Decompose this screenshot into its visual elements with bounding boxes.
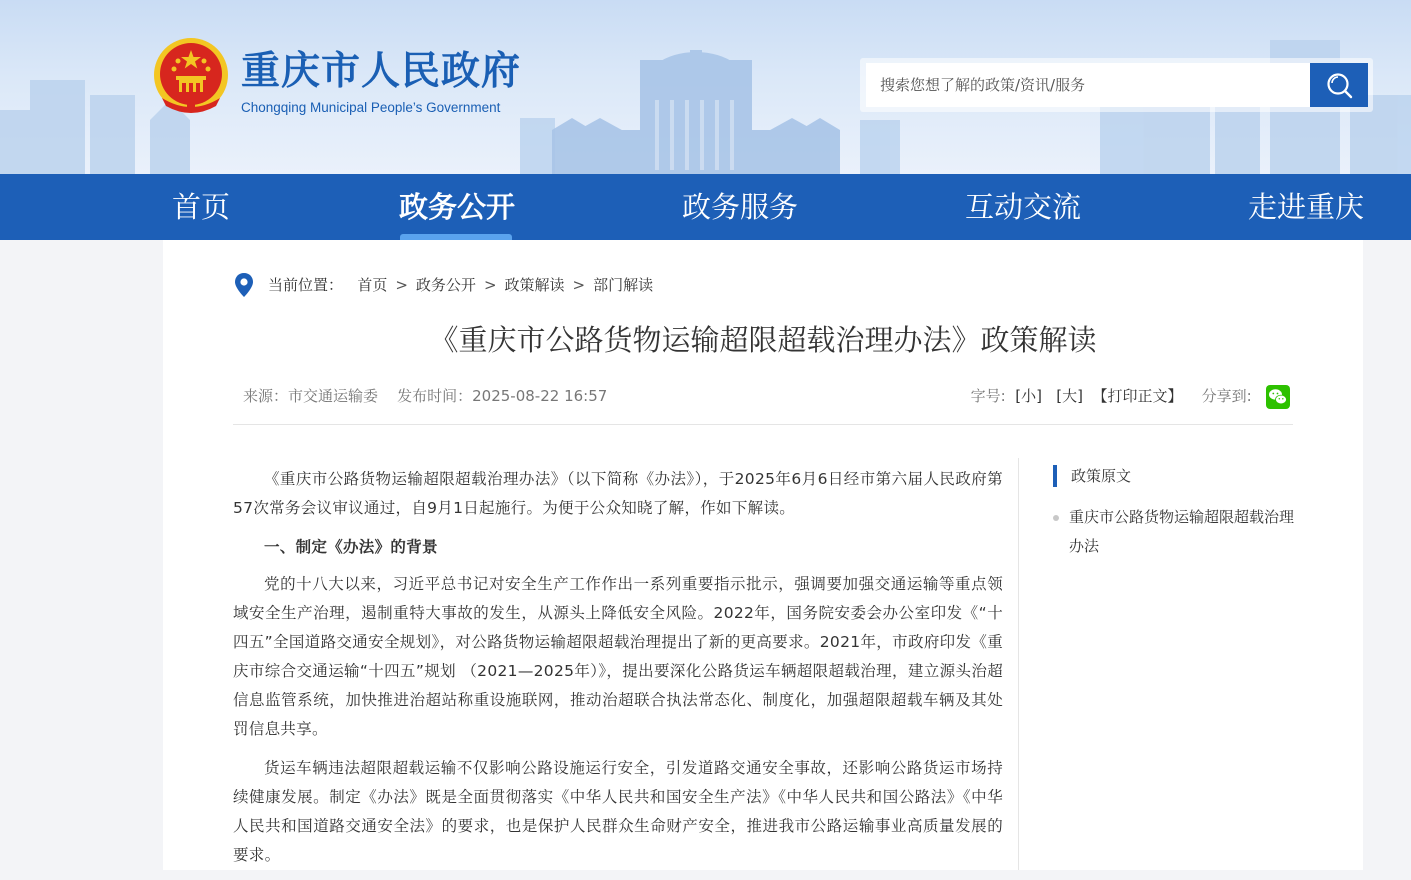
source-label: 来源： xyxy=(243,387,289,405)
publish-date: 2025-08-22 16:57 xyxy=(472,387,608,405)
sidebar-heading: 政策原文 xyxy=(1053,465,1131,487)
font-small-button[interactable]: [小] xyxy=(1015,387,1042,405)
breadcrumb-home[interactable]: 首页 xyxy=(357,276,388,294)
nav-item-government-affairs[interactable]: 政务公开 xyxy=(399,190,516,224)
site-title: 重庆市人民政府 xyxy=(241,49,522,94)
search-input[interactable] xyxy=(866,63,1310,107)
breadcrumb-department-interpretation[interactable]: 部门解读 xyxy=(593,276,654,294)
date-label: 发布时间： xyxy=(397,387,473,405)
search-button[interactable] xyxy=(1310,63,1368,107)
article-meta xyxy=(243,384,607,408)
location-pin-icon xyxy=(233,272,255,298)
source-value: 市交通运输委 xyxy=(288,387,379,405)
main-nav xyxy=(0,174,1411,240)
breadcrumb-label: 当前位置： xyxy=(268,276,344,294)
font-size-label: 字号: xyxy=(970,387,1006,405)
article-tools xyxy=(971,384,1290,409)
sidebar-link-policy-original[interactable]: 重庆市公路货物运输超限超载治理办法 xyxy=(1069,508,1295,555)
print-button[interactable]: 【打印正文】 xyxy=(1092,387,1183,405)
site-subtitle: Chongqing Municipal People’s Government xyxy=(241,100,501,115)
bullet-dot-icon xyxy=(1053,515,1059,521)
wechat-share-icon[interactable] xyxy=(1266,385,1290,409)
breadcrumb-separator: > xyxy=(572,276,586,294)
article-title: 《重庆市公路货物运输超限超载治理办法》政策解读 xyxy=(429,323,1097,357)
header-divider xyxy=(233,424,1293,425)
article-paragraph: 货运车辆违法超限超载运输不仅影响公路设施运行安全，引发道路交通安全事故，还影响公路货运市场持续健康发展。制定《办法》既是全面贯彻落实《中华人民共和国安全生产法》《中华人民共和国公路法》《中华人民共和国道路交通安全法》的要求，也是保护人民群众生命财产安全，推进我市公路运输事业高质量发展的要求。 xyxy=(233,759,1003,864)
nav-item-about-chongqing[interactable]: 走进重庆 xyxy=(1248,190,1365,224)
nav-item-home[interactable]: 首页 xyxy=(172,190,231,224)
article-paragraph: 党的十八大以来，习近平总书记对安全生产工作作出一系列重要指示批示，强调要加强交通运输等重点领域安全生产治理，遏制重特大事故的发生，从源头上降低安全风险。2022年，国务院安委会办公室印发《“十四五”全国道路交通安全规划》，对公路货物运输超限超载治理提出了新的更高要求。2021年，市政府印发《重庆市综合交通运输“十四五”规划 （2021—2025年）》，提出要深化公路货运车辆超限超载治理，建立源头治超信息监管系统，加快推进治超站称重设施联网，推动治超联合执法常态化、制度化，加强超限超载车辆及其处罚信息共享。 xyxy=(233,575,1003,738)
article-paragraph: 《重庆市公路货物运输超限超载治理办法》（以下简称《办法》），于2025年6月6日经市第六届人民政府第57次常务会议审议通过，自9月1日起施行。为便于公众知晓了解，作如下解读。 xyxy=(233,470,1003,517)
breadcrumb-separator: > xyxy=(483,276,497,294)
column-divider xyxy=(1018,458,1019,870)
national-emblem-icon xyxy=(152,36,230,116)
nav-item-interaction[interactable]: 互动交流 xyxy=(965,190,1082,224)
font-large-button[interactable]: [大] xyxy=(1056,387,1083,405)
breadcrumb-government-affairs[interactable]: 政务公开 xyxy=(415,276,476,294)
search-icon xyxy=(1310,63,1368,107)
section-heading: 一、制定《办法》的背景 xyxy=(264,538,438,556)
breadcrumb-separator: > xyxy=(395,276,408,294)
nav-item-services[interactable]: 政务服务 xyxy=(682,190,799,224)
breadcrumb-policy-interpretation[interactable]: 政策解读 xyxy=(504,276,565,294)
article-body xyxy=(233,465,1003,880)
share-label: 分享到: xyxy=(1201,387,1252,405)
